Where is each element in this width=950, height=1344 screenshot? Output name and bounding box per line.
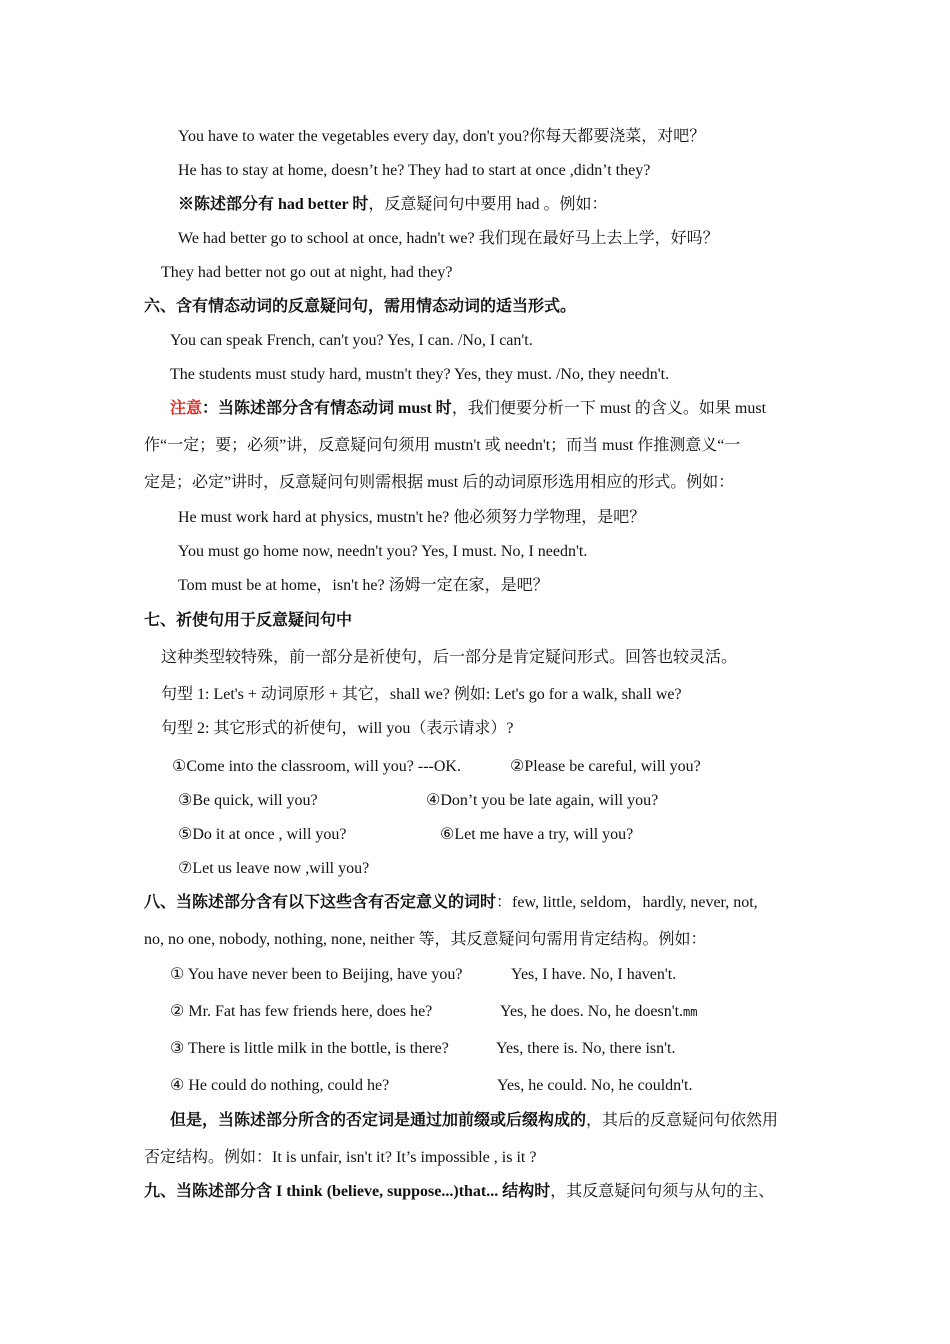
answer-text: Yes, he does. No, he doesn't. [500,1003,684,1020]
example-sentence: He must work hard at physics, mustn't he? 他必须努力学物理，是吧？ [178,509,646,526]
example-sentence: They had better not go out at night, had they? [161,264,453,281]
answer: Yes, he could. No, he couldn't. [497,1077,693,1094]
imperative-example-4: ④Don’t you be late again, will you? [426,792,659,809]
rule-note-bold: ※陈述部分有 had better 时 [178,196,369,213]
section-heading-9 [144,1182,774,1202]
example-sentence: You must go home now, needn't you? Yes, I must. No, I needn't. [178,543,588,560]
note-label: 注意 [170,400,203,417]
example-sentence: He has to stay at home, doesn’t he? They had to start at once ,didn’t they? [178,162,651,179]
example-sentence: Tom must be at home，isn't he? 汤姆一定在家，是吧？ [178,577,549,594]
negative-question: ③ There is little milk in the bottle, is there? [170,1040,449,1057]
example-sentence: You can speak French, can't you? Yes, I can. /No, I can't. [170,332,533,349]
section-heading-9-text: ，其反意疑问句须与从句的主、 [550,1183,775,1200]
imperative-example-7: ⑦Let us leave now ,will you? [178,860,370,877]
sentence-pattern-2: 句型 2: 其它形式的祈使句，will you（表示请求）? [161,720,514,737]
section-heading-7: 七、祈使句用于反意疑问句中 [144,612,353,629]
paragraph-bold: 但是，当陈述部分所含的否定词是通过加前缀或后缀构成的 [170,1112,587,1129]
section-heading-8 [144,893,758,913]
section-heading-8-text: ：few, little, seldom，hardly, never, not, [496,894,758,911]
rule-note-text: ，反意疑问句中要用 had 。例如： [368,196,608,213]
rule-note [178,195,607,215]
paragraph-text: 这种类型较特殊，前一部分是祈使句，后一部分是肯定疑问形式。回答也较灵活。 [161,649,738,666]
note-paragraph-line: 作“一定；要；必须”讲，反意疑问句须用 mustn't 或 needn't；而当 must 作推测意义“一 [144,437,741,454]
negative-question: ① You have never been to Beijing, have you? [170,966,463,983]
paragraph-text: ，其后的反意疑问句依然用 [586,1112,779,1129]
paragraph-line [170,1111,778,1131]
answer: Yes, I have. No, I haven't. [511,966,677,983]
sentence-pattern-1: 句型 1: Let's + 动词原形 + 其它，shall we? 例如: Let's go for a walk, shall we? [161,686,682,703]
imperative-example-2: ②Please be careful, will you? [510,758,701,775]
note-paragraph-line [170,399,766,419]
negative-question: ② Mr. Fat has few friends here, does he? [170,1003,433,1020]
imperative-example-3: ③Be quick, will you? [178,792,318,809]
negative-question: ④ He could do nothing, could he? [170,1077,390,1094]
section-heading-6: 六、含有情态动词的反意疑问句，需用情态动词的适当形式。 [144,298,577,315]
section-heading-8-bold: 八、当陈述部分含有以下这些含有否定意义的词时 [144,894,497,911]
example-sentence: We had better go to school at once, hadn't we? 我们现在最好马上去上学，好吗？ [178,230,719,247]
note-paragraph-line: 定是；必定”讲时，反意疑问句则需根据 must 后的动词原形选用相应的形式。例如： [144,474,735,491]
stray-mark: mm [683,1005,698,1019]
answer [500,1002,697,1022]
note-bold-text: ：当陈述部分含有情态动词 must 时 [202,400,452,417]
note-text: ，我们便要分析一下 must 的含义。如果 must [451,400,767,417]
imperative-example-6: ⑥Let me have a try, will you? [440,826,634,843]
paragraph-text: no, no one, nobody, nothing, none, neither 等，其反意疑问句需用肯定结构。例如： [144,931,707,948]
section-heading-9-bold: 九、当陈述部分含 I think (believe, suppose...)that... 结构时 [144,1183,551,1200]
paragraph-line: 否定结构。例如：It is unfair, isn't it? It’s impossible , is it ? [144,1149,537,1166]
answer: Yes, there is. No, there isn't. [496,1040,676,1057]
example-sentence: You have to water the vegetables every day, don't you?你每天都要浇菜，对吧？ [178,128,706,145]
imperative-example-5: ⑤Do it at once , will you? [178,826,347,843]
imperative-example-1: ①Come into the classroom, will you? ---OK. [172,758,461,775]
example-sentence: The students must study hard, mustn't they? Yes, they must. /No, they needn't. [170,366,670,383]
